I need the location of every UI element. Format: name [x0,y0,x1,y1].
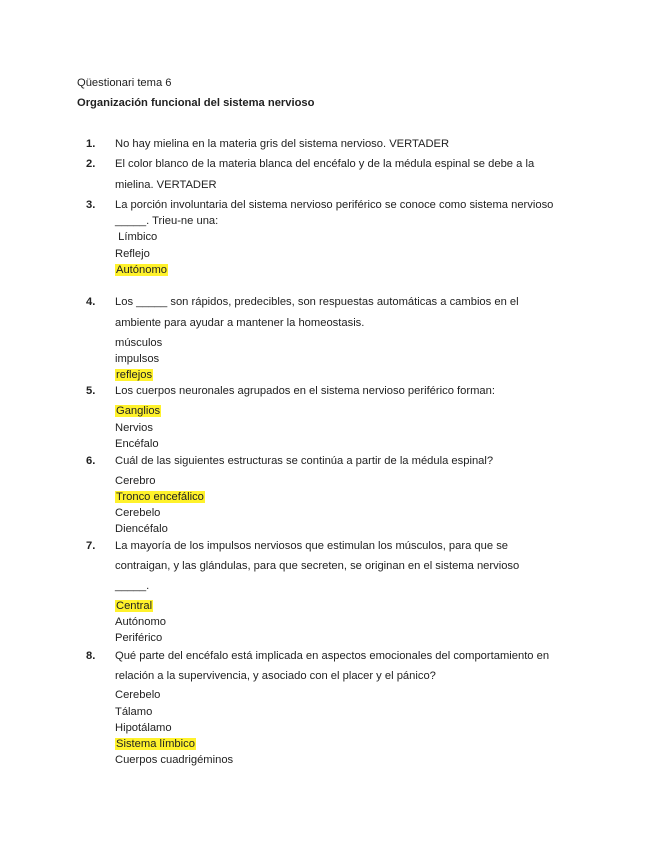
answer-option: Tálamo [115,706,153,718]
document-subtitle: Qüestionari tema 6 [77,77,172,89]
answer-option: Límbico [115,231,158,243]
document-title: Organización funcional del sistema nervioso [77,97,315,109]
question-text: _____. Trieu-ne una: [115,215,219,227]
answer-option-correct: Central [116,600,153,612]
question-number: 4. [86,296,96,308]
question-text: No hay mielina en la materia gris del sistema nervioso. VERTADER [115,138,450,150]
question-number: 8. [86,650,96,662]
question-text: contraigan, y las glándulas, para que secreten, se originan en el sistema nervioso [115,560,520,572]
answer-option-correct: Ganglios [116,405,161,417]
answer-option: Hipotálamo [115,722,172,734]
answer-option: Periférico [115,632,163,644]
question-text: relación a la supervivencia, y asociado con el placer y el pánico? [115,670,436,682]
question-text: Qué parte del encéfalo está implicada en aspectos emocionales del comportamiento en [115,650,550,662]
answer-option-correct: Sistema límbico [116,738,195,750]
question-text: mielina. VERTADER [115,179,217,191]
answer-option: Encéfalo [115,438,159,450]
question-number: 5. [86,385,96,397]
answer-option: Cerebro [115,475,156,487]
question-number: 6. [86,455,96,467]
answer-option: Autónomo [115,616,166,628]
question-text: La porción involuntaria del sistema nervioso periférico se conoce como sistema nervioso [115,199,554,211]
question-text: ambiente para ayudar a mantener la homeostasis. [115,317,365,329]
question-number: 2. [86,158,96,170]
question-number: 7. [86,540,96,552]
question-text: La mayoría de los impulsos nerviosos que estimulan los músculos, para que se [115,540,509,552]
answer-option: Nervios [115,422,153,434]
answer-option: impulsos [115,353,160,365]
answer-option: Cerebelo [115,689,161,701]
answer-option: músculos [115,337,163,349]
answer-option-correct: Tronco encefálico [116,491,204,503]
question-text: El color blanco de la materia blanca del encéfalo y de la médula espinal se debe a la [115,158,535,170]
question-text: _____. [115,580,150,592]
question-number: 3. [86,199,96,211]
answer-option: Cerebelo [115,507,161,519]
answer-option-correct: reflejos [116,369,153,381]
question-text: Los _____ son rápidos, predecibles, son respuestas automáticas a cambios en el [115,296,519,308]
answer-option: Reflejo [115,248,150,260]
answer-option: Diencéfalo [115,523,168,535]
question-number: 1. [86,138,96,150]
question-text: Cuál de las siguientes estructuras se continúa a partir de la médula espinal? [115,455,494,467]
question-text: Los cuerpos neuronales agrupados en el sistema nervioso periférico forman: [115,385,495,397]
answer-option-correct: Autónomo [116,264,167,276]
answer-option: Cuerpos cuadrigéminos [115,754,234,766]
